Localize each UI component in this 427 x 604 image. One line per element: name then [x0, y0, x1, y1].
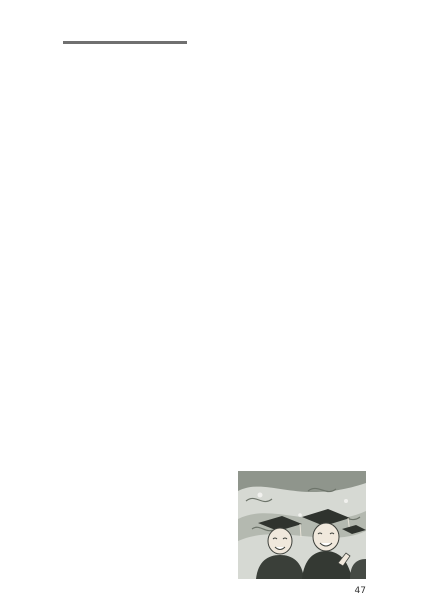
page-number: 47 [354, 586, 366, 596]
graduation-illustration [238, 471, 366, 579]
article-column-left [63, 50, 228, 576]
header-rule [63, 41, 187, 44]
article-column-right [238, 50, 361, 470]
